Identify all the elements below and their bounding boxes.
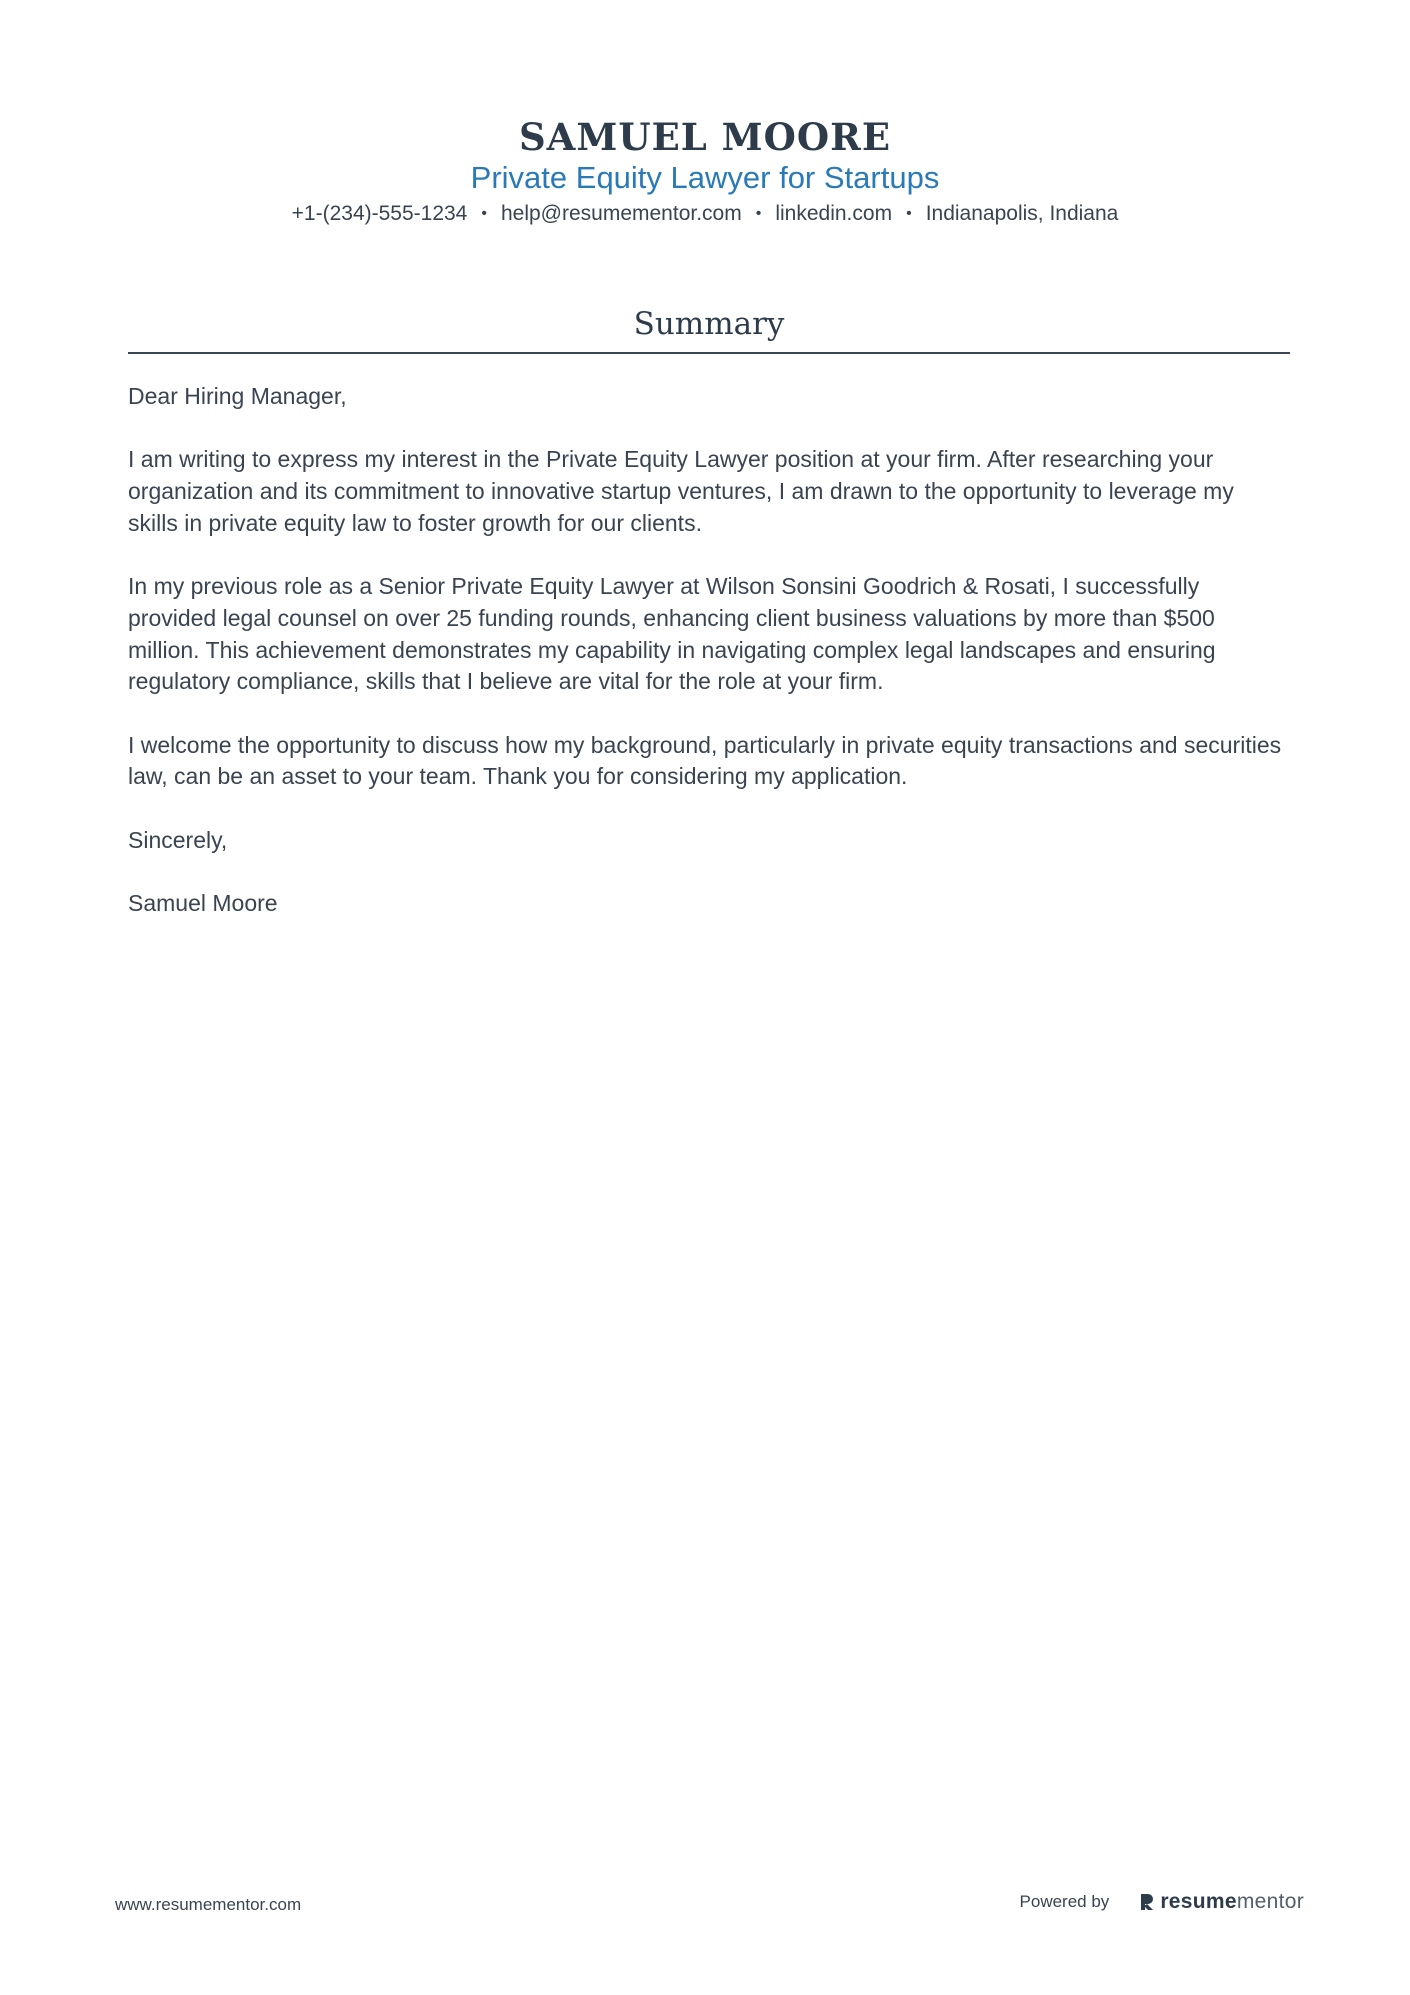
candidate-job-title: Private Equity Lawyer for Startups: [470, 160, 940, 195]
footer-branding: [1020, 1890, 1304, 1914]
letter-paragraph: I welcome the opportunity to discuss how my background, particularly in private equity transactions and securities law, can be an asset to your team. Thank you for considering my application.: [128, 731, 1282, 790]
letter-closing: Sincerely,: [128, 826, 228, 853]
logo-wordmark: [1160, 1890, 1304, 1914]
letter-body: [128, 381, 1290, 952]
resumementor-logo[interactable]: [1139, 1890, 1304, 1914]
contact-separator: •: [481, 205, 487, 222]
contact-separator: •: [906, 205, 912, 222]
contact-phone: +1-(234)-555-1234: [291, 202, 468, 225]
contact-line: [0, 200, 1410, 228]
letter-paragraph: In my previous role as a Senior Private Equity Lawyer at Wilson Sonsini Goodrich & Rosati, I successfully provided legal counsel on over 25 funding rounds, enhancing client business valuations by more than $500 million. This achievement demonstrates my capability in navigating complex legal landscapes and ensuring regulatory compliance, skills that I believe are vital for the role at your firm.: [128, 573, 1216, 695]
letter-greeting: Dear Hiring Manager,: [128, 383, 347, 409]
contact-email[interactable]: help@resumementor.com: [500, 202, 742, 225]
contact-separator: •: [755, 205, 762, 222]
footer-website[interactable]: www.resumementor.com: [115, 1895, 302, 1914]
section-divider: [128, 352, 1290, 354]
section-title-summary: Summary: [633, 306, 785, 342]
contact-linkedin[interactable]: linkedin.com: [775, 202, 893, 225]
candidate-name: SAMUEL MOORE: [518, 115, 892, 159]
logo-wordmark-light: mentor: [1236, 1890, 1304, 1913]
resumementor-logo-icon: [1139, 1892, 1155, 1912]
logo-wordmark-bold: resume: [1160, 1890, 1237, 1913]
letter-header: [0, 114, 1410, 228]
letter-paragraph: I am writing to express my interest in the Private Equity Lawyer position at your firm. After researching your organization and its commitment to innovative startup ventures, I am drawn to the opportunity to leverage my skills in private equity law to foster growth for our clients.: [128, 446, 1234, 536]
letter-signature: Samuel Moore: [128, 890, 278, 917]
contact-location: Indianapolis, Indiana: [925, 202, 1119, 225]
powered-by-label: Powered by: [1019, 1892, 1110, 1911]
